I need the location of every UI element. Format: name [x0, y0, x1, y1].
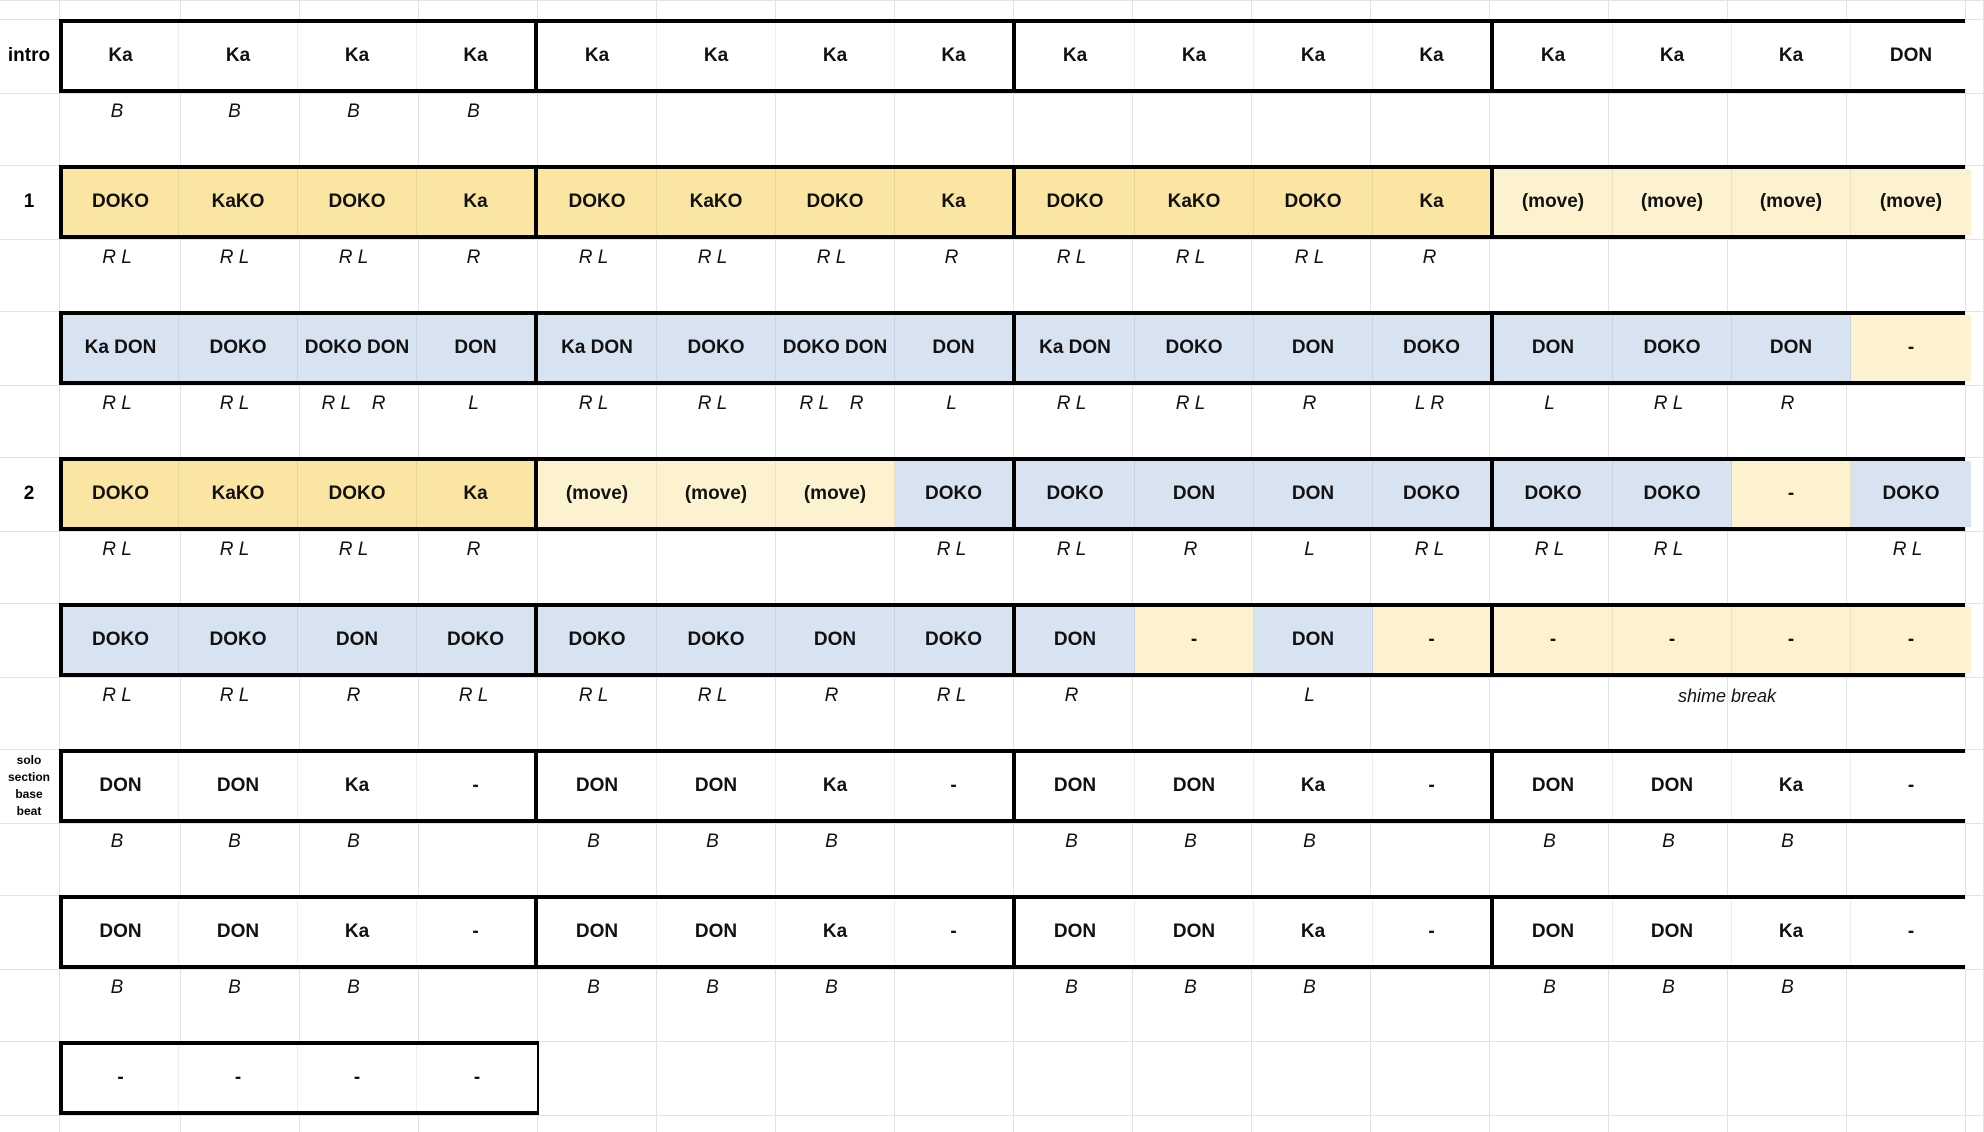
beat-cell[interactable]: - — [1135, 607, 1254, 673]
annotation-note: shime break — [1677, 686, 1777, 706]
gridline-horizontal — [0, 0, 1984, 1]
hand-label: R — [944, 247, 959, 268]
beat-cell[interactable]: KaKO — [179, 461, 298, 527]
hand-label: B — [1662, 831, 1675, 852]
beat-cell[interactable]: DOKO — [657, 315, 776, 381]
hand-label: B — [1303, 977, 1316, 998]
hand-label — [1847, 386, 1968, 422]
beat-cell[interactable]: DON — [1494, 899, 1613, 965]
hand-label — [534, 532, 653, 568]
hand-label: R — [466, 539, 481, 560]
hand-label: R L — [1056, 247, 1087, 268]
beat-cell[interactable]: DON — [179, 753, 298, 819]
hand-sticking-row — [59, 94, 1965, 130]
beat-cell[interactable]: KaKO — [179, 169, 298, 235]
beat-cell[interactable]: DON — [1254, 315, 1373, 381]
hand-label — [1847, 970, 1968, 1006]
hand-label: R L — [816, 247, 847, 268]
beat-cell[interactable]: DON — [776, 607, 895, 673]
hand-label — [891, 824, 1012, 860]
hand-label: B — [228, 977, 241, 998]
beat-cell[interactable]: Ka — [417, 461, 538, 527]
beat-cell[interactable]: DOKO — [1254, 169, 1373, 235]
beat-cell[interactable]: - — [63, 1045, 179, 1111]
hand-label — [1369, 824, 1490, 860]
hand-label: R L — [1534, 539, 1565, 560]
beat-cell[interactable]: DOKO — [657, 607, 776, 673]
beat-cell[interactable]: DOKO — [538, 607, 657, 673]
beat-cell[interactable]: Ka — [1254, 753, 1373, 819]
hand-label: L — [1544, 393, 1555, 414]
hand-label: B — [1184, 977, 1197, 998]
beat-cell[interactable]: DOKO — [1135, 315, 1254, 381]
beat-cell[interactable]: (move) — [1494, 169, 1613, 235]
beat-cell[interactable]: DON — [1016, 753, 1135, 819]
beat-cell[interactable]: - — [417, 899, 538, 965]
hand-label — [1847, 678, 1968, 714]
hand-label — [772, 94, 891, 130]
beat-cell[interactable]: - — [895, 899, 1016, 965]
hand-label: R L — [1175, 247, 1206, 268]
beat-cell[interactable]: (move) — [1613, 169, 1732, 235]
hand-label: B — [110, 977, 124, 998]
hand-label — [1131, 94, 1250, 130]
beat-cell[interactable]: Ka — [1254, 23, 1373, 89]
hand-label — [1847, 824, 1968, 860]
beat-cell[interactable]: DON — [1135, 753, 1254, 819]
beat-cell[interactable]: DOKO — [538, 169, 657, 235]
hand-label: B — [110, 101, 124, 122]
beat-cell[interactable]: - — [1373, 607, 1494, 673]
beat-cell[interactable]: Ka — [417, 169, 538, 235]
hand-label: B — [110, 831, 124, 852]
hand-label: R L — [1653, 393, 1684, 414]
beat-cell[interactable]: Ka — [538, 23, 657, 89]
beat-cell[interactable]: DON — [538, 753, 657, 819]
hand-label — [1490, 240, 1609, 276]
row-label: 2 — [23, 483, 35, 504]
hand-label — [772, 532, 891, 568]
beat-cell[interactable]: DOKO — [1613, 461, 1732, 527]
hand-label — [1250, 94, 1369, 130]
beat-cell[interactable]: DOKO — [63, 461, 179, 527]
notation-row — [59, 311, 1965, 385]
hand-label: B — [1184, 831, 1197, 852]
hand-label — [1131, 678, 1250, 714]
hand-label: L — [946, 393, 957, 414]
notation-row — [59, 603, 1965, 677]
hand-sticking-row — [59, 532, 1965, 568]
hand-label: B — [347, 831, 360, 852]
beat-cell[interactable]: DOKO — [63, 169, 179, 235]
beat-cell[interactable]: Ka — [895, 169, 1016, 235]
hand-label: R L — [936, 539, 967, 560]
hand-label: B — [825, 831, 838, 852]
hand-label: R L — [458, 685, 489, 706]
beat-cell[interactable]: Ka — [1613, 23, 1732, 89]
beat-cell[interactable]: (move) — [657, 461, 776, 527]
notation-row — [59, 19, 1965, 93]
beat-cell[interactable]: Ka — [1254, 899, 1373, 965]
hand-label: L — [1304, 539, 1315, 560]
beat-cell[interactable]: Ka DON — [1016, 315, 1135, 381]
beat-cell[interactable]: - — [1613, 607, 1732, 673]
hand-label: R L — [578, 685, 609, 706]
beat-cell[interactable]: DON — [1494, 753, 1613, 819]
beat-cell[interactable]: Ka — [1732, 753, 1851, 819]
beat-cell[interactable]: DOKO DON — [298, 315, 417, 381]
beat-cell[interactable]: (move) — [538, 461, 657, 527]
beat-cell[interactable]: - — [1851, 607, 1971, 673]
beat-cell[interactable]: DON — [1254, 607, 1373, 673]
beat-cell[interactable]: Ka — [298, 899, 417, 965]
hand-label: R L — [102, 393, 132, 414]
row-label — [0, 603, 58, 677]
beat-cell[interactable]: Ka — [776, 899, 895, 965]
beat-cell[interactable]: - — [1851, 899, 1971, 965]
beat-cell[interactable]: DOKO — [1373, 315, 1494, 381]
hand-label — [1369, 94, 1490, 130]
row-label: intro — [7, 45, 51, 66]
beat-cell[interactable]: DOKO — [776, 169, 895, 235]
hand-label: R L — [338, 247, 369, 268]
beat-cell[interactable]: Ka — [417, 23, 538, 89]
hand-label: B — [706, 831, 719, 852]
hand-label: B — [1781, 831, 1794, 852]
beat-cell[interactable]: DON — [657, 753, 776, 819]
notation-row — [59, 749, 1965, 823]
hand-sticking-row — [59, 240, 1965, 276]
hand-label — [1490, 678, 1609, 714]
beat-cell[interactable]: Ka — [776, 753, 895, 819]
beat-cell[interactable]: Ka DON — [538, 315, 657, 381]
hand-label: R — [824, 685, 839, 706]
hand-label: R L R — [321, 393, 386, 414]
beat-cell[interactable]: DOKO — [1016, 169, 1135, 235]
beat-cell[interactable]: DOKO — [179, 315, 298, 381]
beat-cell[interactable]: DON — [63, 899, 179, 965]
hand-label — [1369, 678, 1490, 714]
hand-label: B — [228, 831, 241, 852]
beat-cell[interactable]: (move) — [1851, 169, 1971, 235]
hand-label — [1728, 240, 1847, 276]
beat-cell[interactable]: DOKO — [1613, 315, 1732, 381]
beat-cell[interactable]: KaKO — [1135, 169, 1254, 235]
hand-label — [891, 94, 1012, 130]
beat-cell[interactable]: DON — [895, 315, 1016, 381]
beat-cell[interactable]: - — [1494, 607, 1613, 673]
hand-label — [413, 824, 534, 860]
hand-label: R L — [1175, 393, 1206, 414]
hand-label: R L — [697, 685, 728, 706]
beat-cell[interactable]: Ka — [1373, 23, 1494, 89]
hand-label: R L — [1892, 539, 1923, 560]
row-label: solo section base beat — [7, 753, 50, 818]
beat-cell[interactable]: DON — [1254, 461, 1373, 527]
hand-label — [653, 532, 772, 568]
hand-label: R L — [1414, 539, 1445, 560]
row-label — [0, 311, 58, 385]
hand-label: B — [1065, 831, 1078, 852]
beat-cell[interactable]: DOKO — [1373, 461, 1494, 527]
beat-cell[interactable]: Ka — [776, 23, 895, 89]
hand-label: B — [706, 977, 719, 998]
notation-row — [59, 1041, 539, 1115]
beat-cell[interactable]: DON — [538, 899, 657, 965]
beat-cell[interactable]: DOKO DON — [776, 315, 895, 381]
beat-cell[interactable]: - — [895, 753, 1016, 819]
beat-cell[interactable]: - — [1732, 461, 1851, 527]
hand-label: R L — [697, 247, 728, 268]
hand-label: R — [466, 247, 481, 268]
hand-label: L — [468, 393, 479, 414]
hand-label: B — [228, 101, 241, 122]
hand-label: B — [587, 977, 600, 998]
hand-label — [1490, 94, 1609, 130]
hand-label: B — [347, 977, 360, 998]
hand-label: R L — [102, 539, 132, 560]
beat-cell[interactable]: DON — [1613, 753, 1732, 819]
gridline-horizontal — [0, 1115, 1984, 1116]
hand-label: R L — [1294, 247, 1325, 268]
beat-cell[interactable]: DON — [1851, 23, 1971, 89]
beat-cell[interactable]: DOKO — [298, 169, 417, 235]
hand-sticking-row — [59, 386, 1965, 422]
beat-cell[interactable]: DON — [657, 899, 776, 965]
beat-cell[interactable]: DOKO — [179, 607, 298, 673]
beat-cell[interactable]: DOKO — [1016, 461, 1135, 527]
hand-label — [891, 970, 1012, 1006]
beat-cell[interactable]: DON — [1732, 315, 1851, 381]
hand-label: R L — [578, 247, 609, 268]
hand-label: R L — [936, 685, 967, 706]
beat-cell[interactable]: - — [1851, 315, 1971, 381]
beat-cell[interactable]: DON — [1494, 315, 1613, 381]
hand-label: R L — [697, 393, 728, 414]
beat-cell[interactable]: Ka — [63, 23, 179, 89]
hand-label: R L — [102, 247, 132, 268]
hand-label: R — [1422, 247, 1437, 268]
beat-cell[interactable]: - — [1373, 899, 1494, 965]
hand-label: B — [825, 977, 838, 998]
hand-label: R — [1780, 393, 1795, 414]
beat-cell[interactable]: DON — [1016, 607, 1135, 673]
beat-cell[interactable]: DON — [1135, 899, 1254, 965]
hand-label: R L — [219, 539, 250, 560]
hand-label: B — [1781, 977, 1794, 998]
beat-cell[interactable]: Ka — [1016, 23, 1135, 89]
beat-cell[interactable]: DON — [298, 607, 417, 673]
beat-cell[interactable]: - — [1732, 607, 1851, 673]
hand-label: R — [346, 685, 361, 706]
beat-cell[interactable]: - — [1373, 753, 1494, 819]
hand-label: B — [587, 831, 600, 852]
hand-sticking-row — [59, 970, 1965, 1006]
beat-cell[interactable]: DON — [63, 753, 179, 819]
hand-label: R L — [578, 393, 609, 414]
hand-label: R L — [1056, 393, 1087, 414]
beat-cell[interactable]: DON — [1016, 899, 1135, 965]
beat-cell[interactable]: Ka — [1494, 23, 1613, 89]
beat-cell[interactable]: Ka — [298, 753, 417, 819]
beat-cell[interactable]: DOKO — [895, 461, 1016, 527]
hand-label — [1847, 94, 1968, 130]
notation-row — [59, 895, 1965, 969]
beat-cell[interactable]: - — [179, 1045, 298, 1111]
notation-row — [59, 457, 1965, 531]
beat-cell[interactable]: (move) — [776, 461, 895, 527]
beat-cell[interactable]: DOKO — [1494, 461, 1613, 527]
hand-label: R — [1302, 393, 1317, 414]
hand-label: R — [1064, 685, 1079, 706]
beat-cell[interactable]: DOKO — [298, 461, 417, 527]
beat-cell[interactable]: DON — [179, 899, 298, 965]
hand-label: B — [1303, 831, 1316, 852]
hand-label: L R — [1414, 393, 1445, 414]
hand-label: R L — [102, 685, 132, 706]
hand-label: B — [1662, 977, 1675, 998]
hand-label: B — [1065, 977, 1078, 998]
hand-label: B — [1543, 977, 1556, 998]
hand-label: R L — [219, 247, 250, 268]
hand-sticking-row — [59, 824, 1965, 860]
beat-cell[interactable]: Ka — [1732, 23, 1851, 89]
row-label — [0, 895, 58, 969]
hand-label — [413, 970, 534, 1006]
hand-label — [1728, 94, 1847, 130]
beat-cell[interactable]: KaKO — [657, 169, 776, 235]
beat-cell[interactable]: Ka — [895, 23, 1016, 89]
hand-label — [1369, 970, 1490, 1006]
beat-cell[interactable]: Ka — [179, 23, 298, 89]
row-label: 1 — [23, 191, 35, 212]
hand-label: R — [1183, 539, 1198, 560]
beat-cell[interactable]: DOKO — [63, 607, 179, 673]
hand-label — [653, 94, 772, 130]
hand-label — [1728, 532, 1847, 568]
hand-label: B — [467, 101, 480, 122]
beat-cell[interactable]: DON — [1613, 899, 1732, 965]
beat-cell[interactable]: DON — [417, 315, 538, 381]
hand-label — [534, 94, 653, 130]
beat-cell[interactable]: - — [298, 1045, 417, 1111]
hand-label: R L — [1056, 539, 1087, 560]
beat-cell[interactable]: Ka DON — [63, 315, 179, 381]
hand-label: R L — [219, 393, 250, 414]
beat-cell[interactable]: Ka — [1135, 23, 1254, 89]
beat-cell[interactable]: - — [417, 1045, 537, 1111]
beat-cell[interactable]: Ka — [298, 23, 417, 89]
hand-label: R L — [219, 685, 250, 706]
beat-cell[interactable]: DOKO — [1851, 461, 1971, 527]
hand-label: R L — [338, 539, 369, 560]
hand-label — [1012, 94, 1131, 130]
beat-cell[interactable]: Ka — [1732, 899, 1851, 965]
beat-cell[interactable]: Ka — [1373, 169, 1494, 235]
hand-label: R L R — [799, 393, 864, 414]
notation-row — [59, 165, 1965, 239]
beat-cell[interactable]: - — [417, 753, 538, 819]
beat-cell[interactable]: DON — [1135, 461, 1254, 527]
beat-cell[interactable]: DOKO — [417, 607, 538, 673]
hand-label — [1847, 240, 1968, 276]
hand-label: L — [1304, 685, 1315, 706]
row-label — [0, 1041, 58, 1115]
beat-cell[interactable]: (move) — [1732, 169, 1851, 235]
beat-cell[interactable]: Ka — [657, 23, 776, 89]
hand-label — [1609, 240, 1728, 276]
hand-label: B — [347, 101, 360, 122]
hand-label: B — [1543, 831, 1556, 852]
hand-label: R L — [1653, 539, 1684, 560]
hand-label — [1609, 94, 1728, 130]
beat-cell[interactable]: DOKO — [895, 607, 1016, 673]
beat-cell[interactable]: - — [1851, 753, 1971, 819]
